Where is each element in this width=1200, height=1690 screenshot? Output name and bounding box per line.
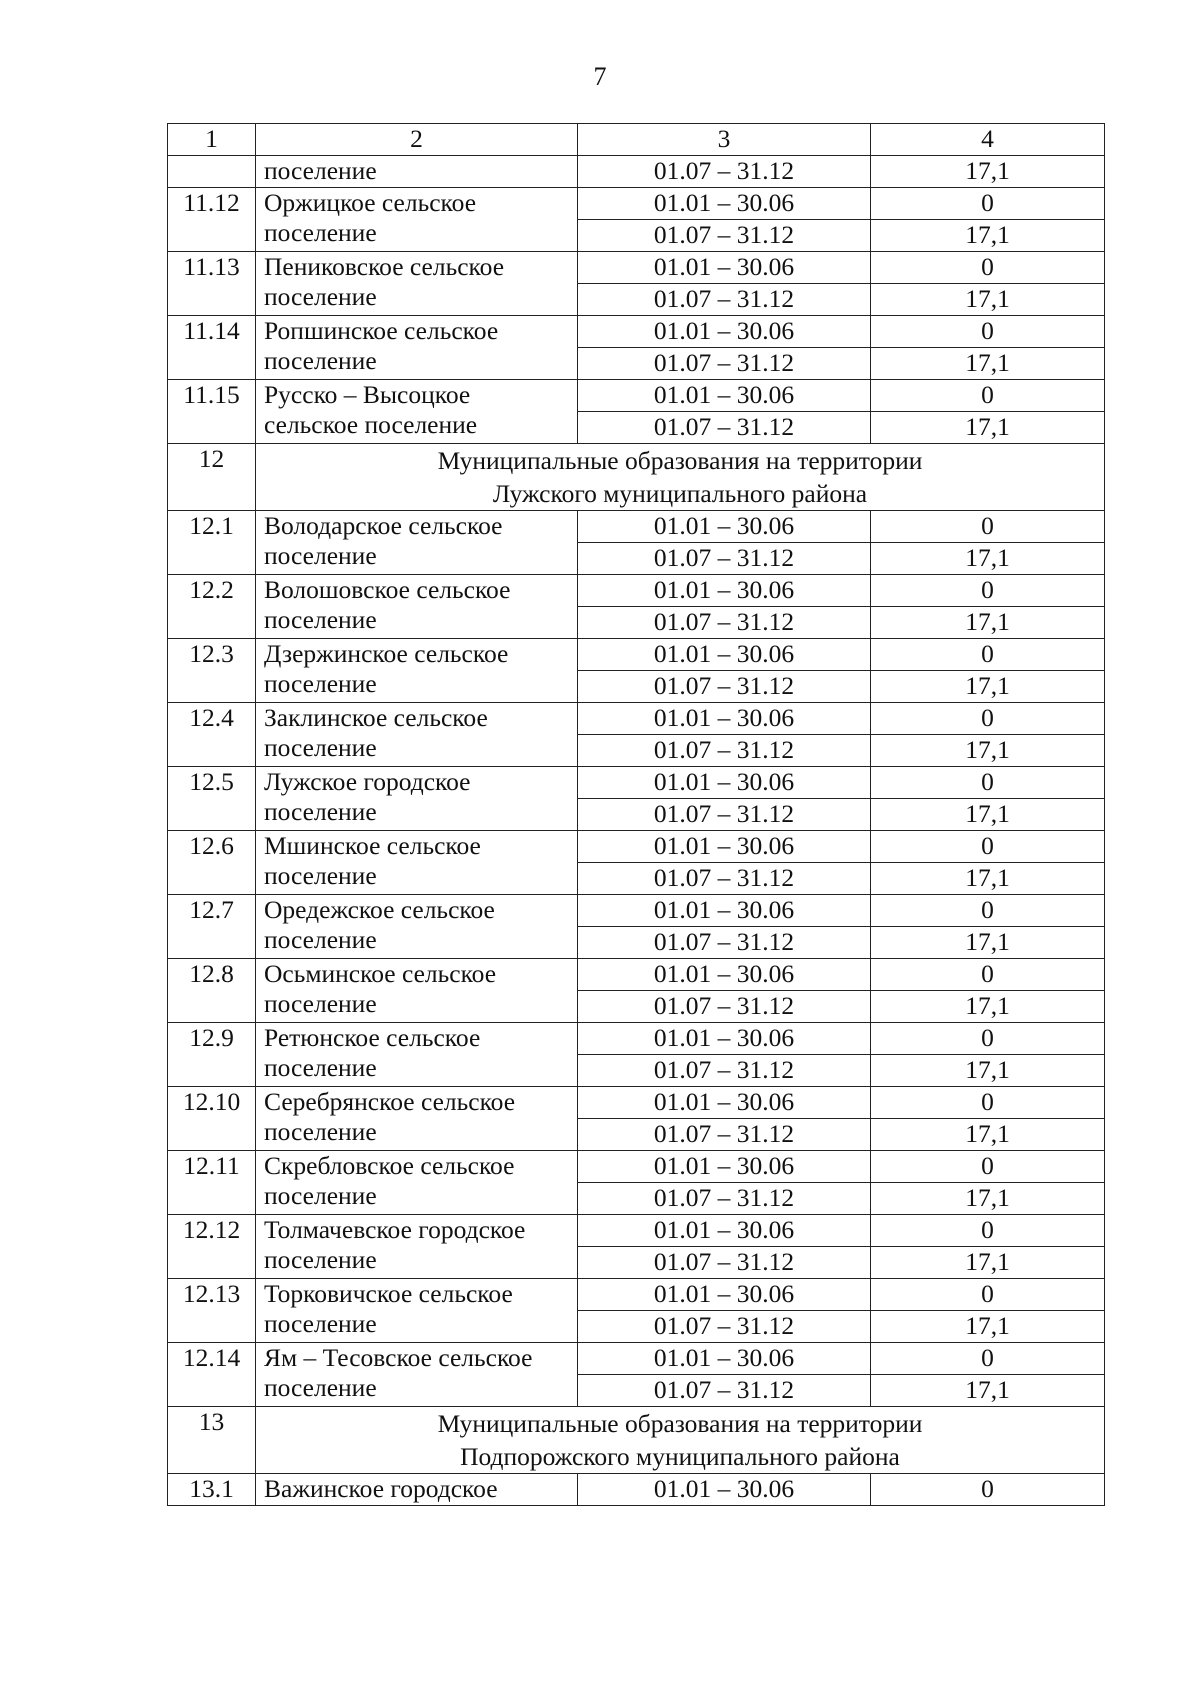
rate-cell: 17,1 <box>871 863 1105 895</box>
settlement-name <box>256 831 578 895</box>
rate-cell: 0 <box>871 703 1105 735</box>
table-row <box>168 1474 1105 1506</box>
settlement-name-line: Толмачевское городское <box>264 1215 526 1244</box>
row-number: 12.13 <box>168 1279 256 1343</box>
table-row <box>168 1151 1105 1183</box>
rate-cell: 0 <box>871 959 1105 991</box>
table-row <box>168 511 1105 543</box>
rate-cell: 17,1 <box>871 991 1105 1023</box>
settlement-name-line: Володарское сельское <box>264 511 503 540</box>
settlement-name-line: сельское поселение <box>264 410 478 439</box>
settlement-name-line: поселение <box>264 346 377 375</box>
period-cell: 01.01 – 30.06 <box>578 252 871 284</box>
period-cell: 01.07 – 31.12 <box>578 543 871 575</box>
period-cell: 01.01 – 30.06 <box>578 1087 871 1119</box>
section-title-line: Лужского муниципального района <box>492 479 868 508</box>
period-cell: 01.01 – 30.06 <box>578 1151 871 1183</box>
row-number: 12.5 <box>168 767 256 831</box>
settlement-name-line: Лужское городское <box>264 767 471 796</box>
table-row <box>168 188 1105 220</box>
rate-cell: 17,1 <box>871 348 1105 380</box>
section-number: 13 <box>168 1407 256 1474</box>
settlement-name-line: поселение <box>264 1373 377 1402</box>
row-number: 11.15 <box>168 380 256 444</box>
rate-cell: 17,1 <box>871 1055 1105 1087</box>
period-cell: 01.01 – 30.06 <box>578 188 871 220</box>
rate-cell: 0 <box>871 1023 1105 1055</box>
settlement-name-line: поселение <box>264 733 377 762</box>
rate-cell: 0 <box>871 188 1105 220</box>
settlement-name <box>256 1087 578 1151</box>
period-cell: 01.01 – 30.06 <box>578 380 871 412</box>
table-row <box>168 703 1105 735</box>
rate-cell: 0 <box>871 511 1105 543</box>
settlement-name-line: Волошовское сельское <box>264 575 511 604</box>
settlement-name <box>256 895 578 959</box>
settlement-name-line: поселение <box>264 1181 377 1210</box>
table-row <box>168 895 1105 927</box>
rate-cell: 17,1 <box>871 799 1105 831</box>
settlement-name-line: Пениковское сельское <box>264 252 505 281</box>
period-cell: 01.01 – 30.06 <box>578 831 871 863</box>
settlement-name <box>256 959 578 1023</box>
settlement-name <box>256 703 578 767</box>
period-cell: 01.07 – 31.12 <box>578 607 871 639</box>
row-number: 13.1 <box>168 1474 256 1506</box>
section-title <box>256 1407 1105 1474</box>
row-number: 11.13 <box>168 252 256 316</box>
rate-cell: 17,1 <box>871 607 1105 639</box>
rate-cell: 17,1 <box>871 1375 1105 1407</box>
settlement-name-line: поселение <box>264 282 377 311</box>
table-row <box>168 1279 1105 1311</box>
period-cell: 01.07 – 31.12 <box>578 863 871 895</box>
rate-cell: 0 <box>871 767 1105 799</box>
rate-cell: 0 <box>871 831 1105 863</box>
settlement-name-line: поселение <box>264 541 377 570</box>
settlement-name-line: Заклинское сельское <box>264 703 488 732</box>
settlement-name-line: Ям – Тесовское сельское <box>264 1343 533 1372</box>
settlement-name-line: Оредежское сельское <box>264 895 495 924</box>
carry-over-rate: 17,1 <box>871 156 1105 188</box>
rate-cell: 17,1 <box>871 1311 1105 1343</box>
rate-cell: 17,1 <box>871 927 1105 959</box>
section-title <box>256 444 1105 511</box>
table-row <box>168 639 1105 671</box>
settlement-name <box>256 639 578 703</box>
period-cell: 01.07 – 31.12 <box>578 412 871 444</box>
settlement-name <box>256 1023 578 1087</box>
rate-cell: 0 <box>871 1087 1105 1119</box>
rate-cell: 0 <box>871 316 1105 348</box>
settlement-name <box>256 188 578 252</box>
period-cell: 01.07 – 31.12 <box>578 991 871 1023</box>
rate-cell: 0 <box>871 380 1105 412</box>
settlement-name-line: Дзержинское сельское <box>264 639 509 668</box>
settlement-name-line: поселение <box>264 1309 377 1338</box>
settlement-name-line: Торковичское сельское <box>264 1279 513 1308</box>
section-row <box>168 444 1105 511</box>
settlement-name-line: Оржицкое сельское <box>264 188 477 217</box>
settlement-name <box>256 575 578 639</box>
row-number: 12.14 <box>168 1343 256 1407</box>
rate-cell: 0 <box>871 1279 1105 1311</box>
settlement-name-line: поселение <box>264 669 377 698</box>
settlement-name-line: поселение <box>264 218 377 247</box>
section-row <box>168 1407 1105 1474</box>
period-cell: 01.07 – 31.12 <box>578 1183 871 1215</box>
settlement-name-line: поселение <box>264 925 377 954</box>
period-cell: 01.01 – 30.06 <box>578 895 871 927</box>
row-number: 12.7 <box>168 895 256 959</box>
period-cell: 01.07 – 31.12 <box>578 1247 871 1279</box>
period-cell: 01.01 – 30.06 <box>578 316 871 348</box>
rate-cell: 0 <box>871 252 1105 284</box>
period-cell: 01.07 – 31.12 <box>578 671 871 703</box>
table-row <box>168 1343 1105 1375</box>
table-row <box>168 380 1105 412</box>
settlement-name-line: Русско – Высоцкое <box>264 380 471 409</box>
period-cell: 01.07 – 31.12 <box>578 735 871 767</box>
table-row <box>168 767 1105 799</box>
section-title-line: Муниципальные образования на территории <box>437 446 923 475</box>
rate-cell: 17,1 <box>871 412 1105 444</box>
period-cell: 01.07 – 31.12 <box>578 1375 871 1407</box>
settlement-name-line: Важинское городское <box>264 1474 498 1503</box>
period-cell: 01.07 – 31.12 <box>578 348 871 380</box>
settlement-name <box>256 1151 578 1215</box>
section-title-line: Муниципальные образования на территории <box>437 1409 923 1438</box>
rate-cell: 0 <box>871 575 1105 607</box>
row-number: 11.12 <box>168 188 256 252</box>
settlement-name-line: поселение <box>264 989 377 1018</box>
row-number: 12.9 <box>168 1023 256 1087</box>
row-number: 12.2 <box>168 575 256 639</box>
row-number: 11.14 <box>168 316 256 380</box>
rate-cell: 0 <box>871 1343 1105 1375</box>
period-cell: 01.01 – 30.06 <box>578 575 871 607</box>
period-cell: 01.01 – 30.06 <box>578 959 871 991</box>
table-row <box>168 959 1105 991</box>
row-number: 12.10 <box>168 1087 256 1151</box>
rate-cell: 17,1 <box>871 1247 1105 1279</box>
settlement-name <box>256 1215 578 1279</box>
table-row <box>168 831 1105 863</box>
header-cell-1: 1 <box>168 124 256 156</box>
row-number: 12.8 <box>168 959 256 1023</box>
table-row <box>168 1215 1105 1247</box>
header-row <box>168 124 1105 156</box>
section-title-line: Подпорожского муниципального района <box>460 1442 900 1471</box>
settlement-name-line: Ретюнское сельское <box>264 1023 481 1052</box>
settlement-name-line: поселение <box>264 1245 377 1274</box>
period-cell: 01.01 – 30.06 <box>578 1343 871 1375</box>
rate-cell: 0 <box>871 1474 1105 1506</box>
carry-over-name: поселение <box>256 156 578 188</box>
rate-cell: 17,1 <box>871 543 1105 575</box>
rate-cell: 0 <box>871 895 1105 927</box>
settlement-name-line: Ропшинское сельское <box>264 316 499 345</box>
period-cell: 01.01 – 30.06 <box>578 1023 871 1055</box>
table-row <box>168 1087 1105 1119</box>
settlement-name-line: поселение <box>264 861 377 890</box>
rate-cell: 0 <box>871 1215 1105 1247</box>
rate-cell: 0 <box>871 639 1105 671</box>
table-row <box>168 316 1105 348</box>
settlement-name-line: Скребловское сельское <box>264 1151 515 1180</box>
settlement-name <box>256 1343 578 1407</box>
row-number: 12.1 <box>168 511 256 575</box>
settlement-name <box>256 316 578 380</box>
carry-over-row <box>168 156 1105 188</box>
period-cell: 01.07 – 31.12 <box>578 220 871 252</box>
header-cell-4: 4 <box>871 124 1105 156</box>
period-cell: 01.01 – 30.06 <box>578 511 871 543</box>
rate-cell: 17,1 <box>871 284 1105 316</box>
period-cell: 01.07 – 31.12 <box>578 284 871 316</box>
row-number: 12.11 <box>168 1151 256 1215</box>
period-cell: 01.01 – 30.06 <box>578 1474 871 1506</box>
settlement-name-line: Осьминское сельское <box>264 959 497 988</box>
period-cell: 01.01 – 30.06 <box>578 1279 871 1311</box>
header-cell-3: 3 <box>578 124 871 156</box>
table-row <box>168 1023 1105 1055</box>
period-cell: 01.01 – 30.06 <box>578 703 871 735</box>
table-row <box>168 252 1105 284</box>
rate-cell: 17,1 <box>871 1183 1105 1215</box>
period-cell: 01.01 – 30.06 <box>578 1215 871 1247</box>
page-number: 7 <box>593 62 607 91</box>
settlement-name <box>256 252 578 316</box>
period-cell: 01.01 – 30.06 <box>578 639 871 671</box>
table-row <box>168 575 1105 607</box>
period-cell: 01.07 – 31.12 <box>578 927 871 959</box>
settlement-name-line: поселение <box>264 1053 377 1082</box>
period-cell: 01.07 – 31.12 <box>578 1119 871 1151</box>
period-cell: 01.07 – 31.12 <box>578 1055 871 1087</box>
settlement-name <box>256 380 578 444</box>
row-number: 12.12 <box>168 1215 256 1279</box>
period-cell: 01.07 – 31.12 <box>578 799 871 831</box>
settlement-name-line: поселение <box>264 797 377 826</box>
period-cell: 01.07 – 31.12 <box>578 1311 871 1343</box>
rate-cell: 17,1 <box>871 735 1105 767</box>
rate-cell: 17,1 <box>871 671 1105 703</box>
settlement-name-line: Мшинское сельское <box>264 831 481 860</box>
row-number: 12.4 <box>168 703 256 767</box>
header-cell-2: 2 <box>256 124 578 156</box>
settlement-name <box>256 511 578 575</box>
settlement-name-line: поселение <box>264 1117 377 1146</box>
settlement-name-line: Серебрянское сельское <box>264 1087 516 1116</box>
section-number: 12 <box>168 444 256 511</box>
period-cell: 01.01 – 30.06 <box>578 767 871 799</box>
settlement-name <box>256 767 578 831</box>
row-number: 12.6 <box>168 831 256 895</box>
rate-cell: 17,1 <box>871 1119 1105 1151</box>
rate-cell: 0 <box>871 1151 1105 1183</box>
settlement-name <box>256 1279 578 1343</box>
settlement-name-line: поселение <box>264 605 377 634</box>
row-number: 12.3 <box>168 639 256 703</box>
settlement-name <box>256 1474 578 1506</box>
tariff-table <box>167 123 1105 1506</box>
carry-over-num <box>168 156 256 188</box>
carry-over-period: 01.07 – 31.12 <box>578 156 871 188</box>
rate-cell: 17,1 <box>871 220 1105 252</box>
